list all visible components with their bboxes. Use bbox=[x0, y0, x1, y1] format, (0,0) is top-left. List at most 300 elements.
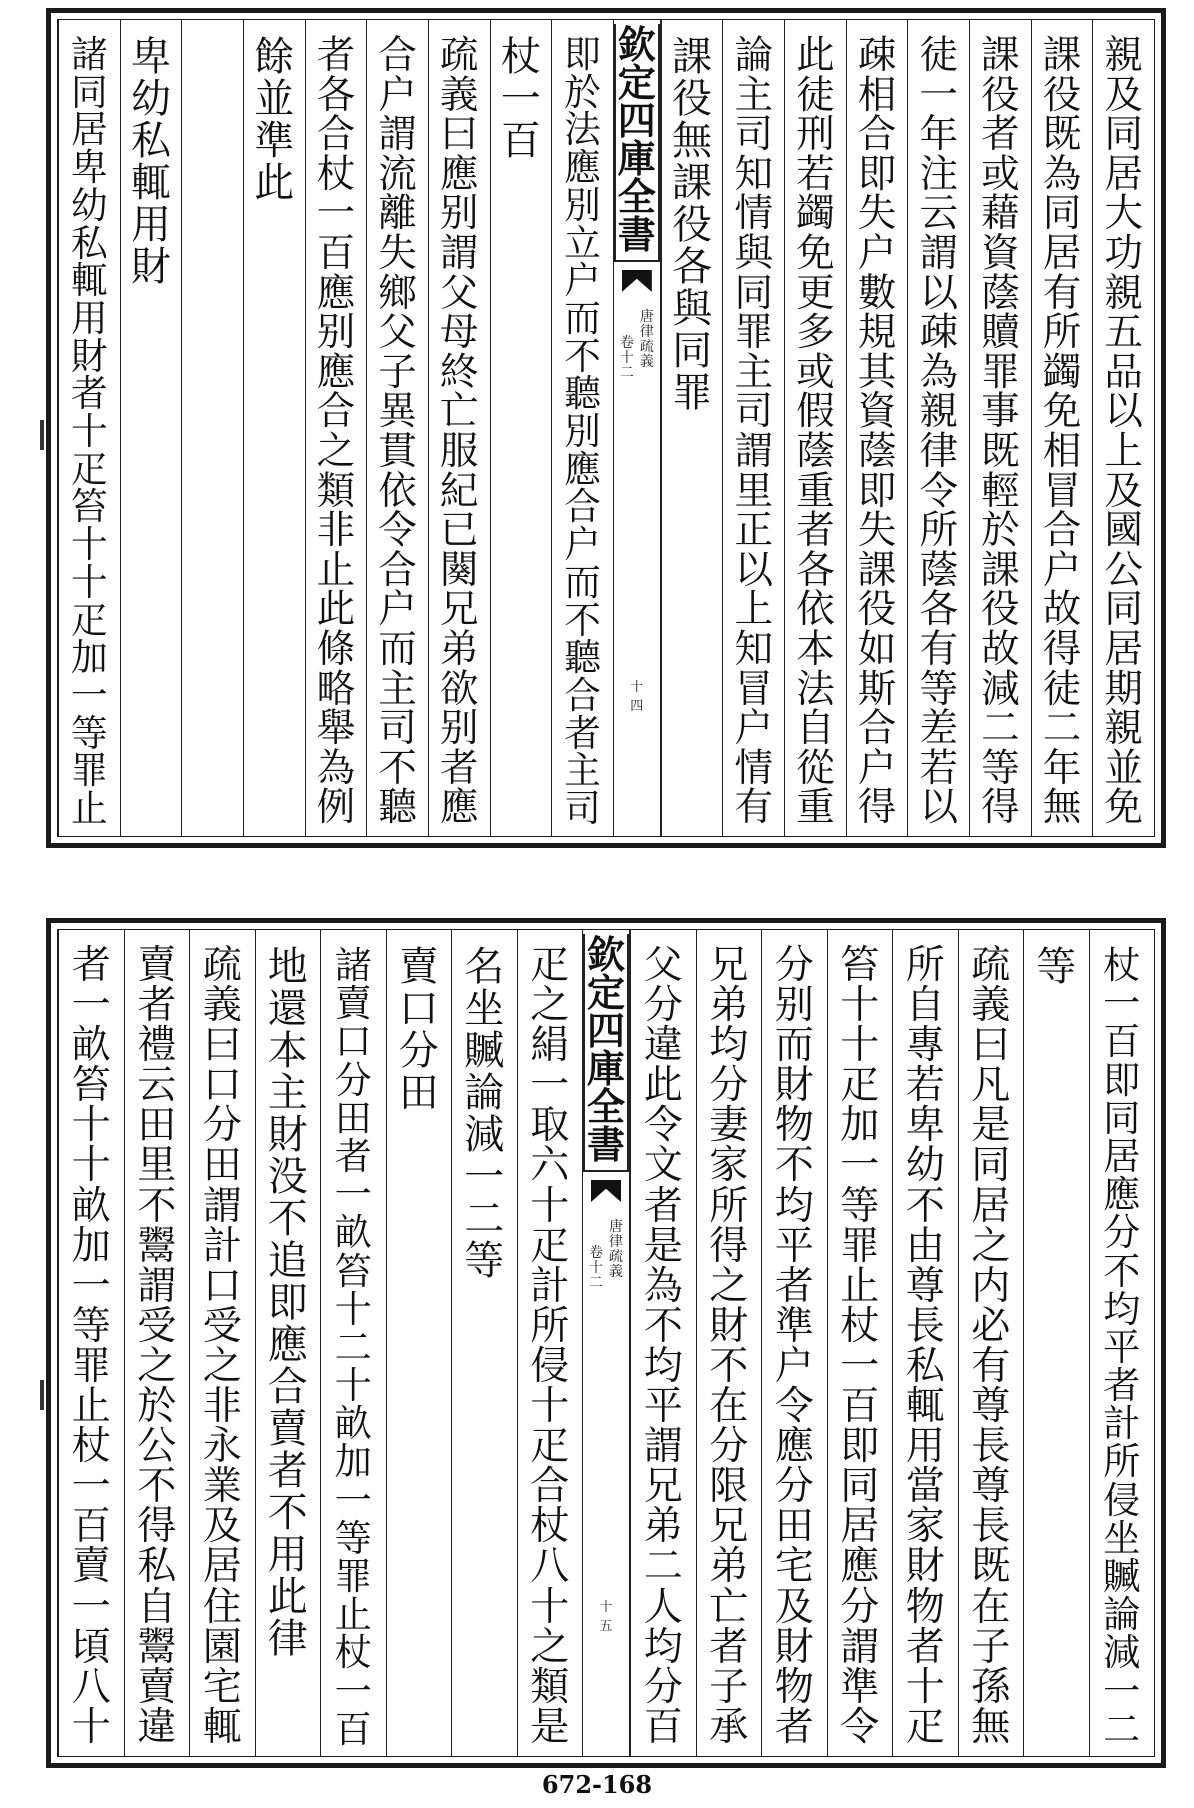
column-char: 異 bbox=[378, 389, 417, 435]
column-char: 之 bbox=[316, 428, 356, 474]
text-column bbox=[784, 20, 846, 836]
column-char: 之 bbox=[971, 1223, 1011, 1269]
column-char: 無 bbox=[672, 118, 713, 164]
column-char: 用 bbox=[267, 1532, 308, 1578]
column-char: 及 bbox=[202, 1504, 242, 1550]
column-char: 為 bbox=[643, 1263, 683, 1309]
column-char: 物 bbox=[905, 1584, 945, 1630]
column-char: 此 bbox=[643, 1063, 683, 1109]
text-column bbox=[428, 20, 490, 836]
column-char: 應 bbox=[564, 447, 601, 491]
column-char: 同 bbox=[1104, 112, 1143, 158]
column-char: 之 bbox=[202, 1343, 242, 1389]
column-char: 還 bbox=[267, 986, 308, 1032]
column-char: 户 bbox=[378, 72, 417, 118]
column-char: 聽 bbox=[564, 372, 601, 416]
column-char: 八 bbox=[71, 1664, 111, 1710]
column-char: 没 bbox=[267, 1154, 308, 1200]
column-char: 弟 bbox=[709, 983, 749, 1029]
column-char: 園 bbox=[202, 1624, 242, 1670]
column-char: 服 bbox=[439, 428, 479, 474]
column-char: 凡 bbox=[971, 1063, 1011, 1109]
column-char: 即 bbox=[857, 468, 897, 514]
column-char: 規 bbox=[857, 310, 897, 356]
column-char: 十 bbox=[905, 1664, 945, 1710]
column-char: 云 bbox=[137, 1063, 177, 1109]
column-char: 免 bbox=[1042, 389, 1082, 435]
text-column bbox=[189, 930, 255, 1756]
column-char: 公 bbox=[137, 1424, 177, 1470]
column-char: 依 bbox=[796, 587, 835, 633]
column-char: 鬻 bbox=[137, 1624, 177, 1670]
text-column bbox=[696, 930, 762, 1756]
column-char: 數 bbox=[857, 270, 897, 316]
column-char: 别 bbox=[316, 310, 356, 356]
column-char: 聽 bbox=[564, 636, 601, 680]
column-char: 二 bbox=[334, 1324, 372, 1369]
column-char: 所 bbox=[709, 1183, 749, 1229]
column-char: 加 bbox=[334, 1439, 372, 1484]
column-char: 而 bbox=[774, 1023, 814, 1069]
column-char: 居 bbox=[971, 1183, 1011, 1229]
text-column bbox=[305, 20, 367, 836]
column-char: 分 bbox=[334, 1057, 372, 1102]
column-char: 在 bbox=[709, 1384, 749, 1430]
column-char: 等 bbox=[71, 1303, 111, 1349]
column-char: 百 bbox=[71, 1504, 111, 1550]
column-char: 限 bbox=[709, 1464, 749, 1510]
column-char: 功 bbox=[1104, 230, 1143, 276]
column-char: 類 bbox=[316, 468, 356, 514]
column-char: 蠲 bbox=[1042, 349, 1082, 395]
column-char: 鬻 bbox=[137, 1223, 177, 1269]
column-char: 物 bbox=[774, 1664, 814, 1710]
column-char: 蠲 bbox=[796, 191, 835, 237]
column-char: 略 bbox=[316, 666, 356, 712]
column-char: 不 bbox=[137, 1183, 177, 1229]
column-char: 頃 bbox=[71, 1624, 111, 1670]
column-char: 財 bbox=[267, 1112, 308, 1158]
column-char: 人 bbox=[643, 1584, 683, 1630]
column-char: 疋 bbox=[70, 598, 108, 642]
column-char: 財 bbox=[70, 334, 108, 378]
column-char: 蔭 bbox=[796, 428, 835, 474]
margin-book-title: 唐 律 疏 義 bbox=[609, 1219, 623, 1280]
column-char: 謂 bbox=[439, 230, 479, 276]
column-char: 各 bbox=[672, 244, 713, 290]
column-char: 百 bbox=[643, 1704, 683, 1750]
column-char: 云 bbox=[919, 191, 959, 237]
text-column bbox=[386, 930, 452, 1756]
column-char: 疋 bbox=[840, 1063, 880, 1109]
column-char: 紀 bbox=[439, 468, 479, 514]
column-char: 者 bbox=[643, 1183, 683, 1229]
text-column bbox=[1023, 930, 1089, 1756]
column-char: 田 bbox=[334, 1095, 372, 1140]
column-char: 若 bbox=[919, 745, 959, 791]
column-char: 此 bbox=[267, 1574, 308, 1620]
column-char: 義 bbox=[202, 983, 242, 1029]
column-char: 别 bbox=[439, 191, 479, 237]
column-char: 賣 bbox=[267, 1406, 308, 1452]
margin-folio: 十 五 bbox=[599, 1600, 613, 1634]
column-char: 等 bbox=[334, 1515, 372, 1560]
column-char: 應 bbox=[439, 785, 479, 831]
column-char: 令 bbox=[840, 1704, 880, 1750]
column-char: 者 bbox=[70, 372, 108, 416]
column-char: 財 bbox=[905, 1544, 945, 1590]
column-char: 公 bbox=[1104, 547, 1143, 593]
column-char: 分 bbox=[643, 1664, 683, 1710]
column-char: 資 bbox=[857, 389, 897, 435]
column-char: 用 bbox=[70, 296, 108, 340]
column-char: 並 bbox=[254, 76, 295, 122]
column-char: 準 bbox=[774, 1303, 814, 1349]
column-char: 二 bbox=[643, 1544, 683, 1590]
column-char: 謂 bbox=[378, 112, 417, 158]
column-char: 及 bbox=[1104, 468, 1143, 514]
column-char: 者 bbox=[267, 1448, 308, 1494]
column-char: 加 bbox=[840, 1103, 880, 1149]
column-char: 是 bbox=[643, 1223, 683, 1269]
column-char: 業 bbox=[202, 1464, 242, 1510]
column-char: 幼 bbox=[70, 183, 108, 227]
column-char: 長 bbox=[971, 1424, 1011, 1470]
column-char: 止 bbox=[334, 1592, 372, 1637]
column-char: 親 bbox=[1104, 706, 1143, 752]
column-char: 既 bbox=[981, 428, 1020, 474]
column-char: 父 bbox=[439, 270, 479, 316]
column-char: 課 bbox=[981, 547, 1020, 593]
column-char: 二 bbox=[981, 706, 1020, 752]
column-char: 母 bbox=[439, 310, 479, 356]
column-char: 分 bbox=[709, 1063, 749, 1109]
column-char: 謂 bbox=[643, 1424, 683, 1470]
column-char: 者 bbox=[774, 1263, 814, 1309]
column-char: 坐 bbox=[464, 986, 505, 1032]
column-char: 應 bbox=[840, 1544, 880, 1590]
column-char: 户 bbox=[1042, 547, 1082, 593]
column-char: 違 bbox=[137, 1704, 177, 1750]
column-char: 十 bbox=[530, 1584, 570, 1630]
text-column bbox=[120, 20, 182, 836]
text-column bbox=[892, 930, 958, 1756]
column-char: 罪 bbox=[71, 1343, 111, 1389]
margin-volume: 卷 十 二 bbox=[589, 1245, 603, 1291]
column-char: 是 bbox=[530, 1704, 570, 1750]
column-char: 計 bbox=[202, 1223, 242, 1269]
bottom-page bbox=[46, 918, 1166, 1768]
column-char: 賣 bbox=[334, 981, 372, 1026]
column-char: 得 bbox=[137, 1504, 177, 1550]
column-char: 等 bbox=[840, 1183, 880, 1229]
column-char: 者 bbox=[137, 983, 177, 1029]
column-char: 法 bbox=[564, 108, 601, 152]
column-char: 曰 bbox=[439, 112, 479, 158]
column-char: 一 bbox=[500, 76, 541, 122]
column-char: 十 bbox=[70, 560, 108, 604]
column-char: 住 bbox=[202, 1584, 242, 1630]
column-char: 上 bbox=[734, 587, 774, 633]
column-char: 尊 bbox=[971, 1384, 1011, 1430]
column-char: 一 bbox=[71, 1464, 111, 1510]
column-char: 曰 bbox=[971, 1023, 1011, 1069]
column-char: 宅 bbox=[774, 1544, 814, 1590]
margin-title-char: 全 bbox=[617, 174, 656, 219]
column-char: 闋 bbox=[439, 547, 479, 593]
column-char: 義 bbox=[439, 72, 479, 118]
column-char: 賣 bbox=[71, 1544, 111, 1590]
column-char: 一 bbox=[840, 1143, 880, 1189]
column-char: 等 bbox=[1036, 944, 1077, 990]
column-char: 加 bbox=[70, 636, 108, 680]
column-char: 是 bbox=[971, 1103, 1011, 1149]
column-char: 疋 bbox=[70, 447, 108, 491]
column-char: 尊 bbox=[971, 1464, 1011, 1510]
column-char: 輒 bbox=[905, 1384, 945, 1430]
margin-title-char: 欽 bbox=[617, 22, 656, 67]
column-char: 不 bbox=[267, 1196, 308, 1242]
column-char: 得 bbox=[1042, 626, 1082, 672]
column-char: 司 bbox=[734, 112, 774, 158]
column-char: 論 bbox=[1103, 1592, 1141, 1637]
column-char: 一 bbox=[840, 1343, 880, 1389]
column-char: 笞 bbox=[840, 943, 880, 988]
column-char: 失 bbox=[857, 508, 897, 554]
column-char: 幼 bbox=[130, 76, 171, 122]
column-char: 合 bbox=[378, 547, 417, 593]
margin-title bbox=[583, 934, 629, 1172]
text-column bbox=[243, 20, 305, 836]
margin-title-char: 書 bbox=[586, 1122, 625, 1167]
column-char: 追 bbox=[267, 1238, 308, 1284]
column-char: 子 bbox=[971, 1624, 1011, 1670]
column-char: 免 bbox=[1104, 785, 1143, 831]
column-char: 百 bbox=[500, 118, 541, 164]
column-char: 父 bbox=[643, 943, 683, 988]
column-char: 減 bbox=[1103, 1630, 1141, 1675]
column-char: 令 bbox=[919, 468, 959, 514]
column-char: 主 bbox=[378, 666, 417, 712]
column-char: 律 bbox=[919, 428, 959, 474]
column-char: 疋 bbox=[530, 1223, 570, 1269]
column-char: 家 bbox=[709, 1143, 749, 1189]
column-char: 不 bbox=[643, 1303, 683, 1349]
column-char: 以 bbox=[734, 547, 774, 593]
column-char: 等 bbox=[70, 711, 108, 755]
column-char: 論 bbox=[464, 1070, 505, 1116]
column-char: 離 bbox=[378, 191, 417, 237]
margin-column bbox=[582, 930, 630, 1756]
column-char: 輕 bbox=[981, 468, 1020, 514]
column-char: 失 bbox=[857, 191, 897, 237]
column-char: 等 bbox=[919, 666, 959, 712]
column-char: 諸 bbox=[70, 33, 108, 76]
column-char: 户 bbox=[564, 523, 601, 567]
column-char: 二 bbox=[464, 1196, 505, 1242]
column-char: 謂 bbox=[137, 1263, 177, 1309]
column-char: 一 bbox=[71, 1584, 111, 1630]
column-char: 事 bbox=[981, 389, 1020, 435]
column-char: 輒 bbox=[130, 160, 171, 206]
column-char: 一 bbox=[71, 983, 111, 1029]
column-char: 徒 bbox=[1042, 666, 1082, 712]
fish-tail-mark bbox=[591, 1180, 621, 1202]
column-char: 里 bbox=[734, 468, 774, 514]
column-char: 與 bbox=[734, 230, 774, 276]
column-char: 者 bbox=[796, 508, 835, 554]
column-char: 卑 bbox=[70, 146, 108, 190]
column-char: 親 bbox=[1104, 270, 1143, 316]
text-column bbox=[181, 20, 243, 836]
column-char: 本 bbox=[796, 626, 835, 672]
column-char: 受 bbox=[137, 1303, 177, 1349]
column-char: 笞 bbox=[334, 1248, 372, 1293]
column-char: 財 bbox=[130, 244, 171, 290]
column-char: 弟 bbox=[643, 1504, 683, 1550]
column-char: 財 bbox=[774, 1063, 814, 1109]
column-char: 蔭 bbox=[857, 428, 897, 474]
column-char: 同 bbox=[1042, 191, 1082, 237]
text-column bbox=[630, 930, 696, 1756]
column-char: 刑 bbox=[796, 112, 835, 158]
column-char: 而 bbox=[564, 296, 601, 340]
column-char: 居 bbox=[1042, 230, 1082, 276]
column-char: 一 bbox=[1103, 981, 1141, 1026]
text-column bbox=[958, 930, 1024, 1756]
column-char: 不 bbox=[137, 1464, 177, 1510]
column-char: 差 bbox=[919, 706, 959, 752]
column-char: 主 bbox=[734, 72, 774, 118]
column-char: 義 bbox=[971, 983, 1011, 1029]
column-char: 者 bbox=[316, 33, 356, 78]
column-char: 妻 bbox=[709, 1103, 749, 1149]
column-char: 罪 bbox=[334, 1554, 372, 1598]
column-char: 名 bbox=[464, 944, 505, 990]
column-char: 分 bbox=[709, 1424, 749, 1470]
column-char: 杖 bbox=[840, 1303, 880, 1349]
column-char: 情 bbox=[734, 191, 774, 237]
column-char: 家 bbox=[905, 1504, 945, 1550]
column-char: 令 bbox=[774, 1384, 814, 1430]
margin-title-char: 定 bbox=[617, 60, 656, 105]
column-char: 笞 bbox=[70, 485, 108, 529]
column-char: 尊 bbox=[905, 1263, 945, 1309]
column-char: 同 bbox=[734, 270, 774, 316]
column-char: 畝 bbox=[334, 1401, 372, 1446]
column-char: 百 bbox=[316, 230, 356, 276]
column-char: 分 bbox=[840, 1584, 880, 1630]
column-char: 平 bbox=[1103, 1324, 1141, 1369]
column-char: 與 bbox=[672, 286, 713, 332]
column-char: 一 bbox=[334, 1477, 372, 1522]
column-char: 應 bbox=[316, 349, 356, 395]
column-char: 自 bbox=[137, 1584, 177, 1630]
column-char: 杖 bbox=[334, 1630, 372, 1675]
text-column bbox=[58, 20, 120, 836]
column-char: 所 bbox=[919, 508, 959, 554]
column-char: 罪 bbox=[734, 310, 774, 356]
column-char: 賣 bbox=[137, 1664, 177, 1710]
column-char: 以 bbox=[1104, 389, 1143, 435]
column-char: 合 bbox=[857, 112, 897, 158]
top-page-frame bbox=[57, 19, 1155, 837]
column-char: 平 bbox=[774, 1223, 814, 1269]
column-char: 財 bbox=[709, 1303, 749, 1349]
column-char: 户 bbox=[774, 1343, 814, 1389]
column-char: 均 bbox=[774, 1183, 814, 1229]
column-char: 財 bbox=[774, 1624, 814, 1670]
column-char: 父 bbox=[378, 310, 417, 356]
column-char: 賣 bbox=[137, 943, 177, 988]
margin-folio: 十 四 bbox=[630, 680, 644, 714]
column-char: 為 bbox=[316, 745, 356, 791]
column-char: 欲 bbox=[439, 666, 479, 712]
column-char: 百 bbox=[334, 1706, 372, 1751]
text-column bbox=[907, 20, 969, 836]
column-char: 司 bbox=[734, 389, 774, 435]
column-char: 畝 bbox=[71, 1183, 111, 1229]
column-char: 所 bbox=[1103, 1439, 1141, 1484]
column-char: 别 bbox=[439, 706, 479, 752]
column-char: 已 bbox=[439, 508, 479, 554]
column-char: 贓 bbox=[464, 1028, 505, 1074]
column-char: 兄 bbox=[709, 1504, 749, 1550]
column-char: 不 bbox=[1103, 1248, 1141, 1293]
column-char: 疎 bbox=[857, 33, 897, 78]
column-char: 罪 bbox=[70, 749, 108, 793]
column-char: 合 bbox=[316, 112, 356, 158]
column-char: 合 bbox=[857, 706, 897, 752]
column-char: 此 bbox=[254, 160, 295, 206]
column-char: 並 bbox=[1104, 745, 1143, 791]
column-char: 得 bbox=[857, 785, 897, 831]
column-char: 役 bbox=[672, 202, 713, 248]
column-char: 永 bbox=[202, 1424, 242, 1470]
column-char: 杖 bbox=[530, 1504, 570, 1550]
column-char: 更 bbox=[796, 270, 835, 316]
top-page bbox=[46, 8, 1166, 848]
column-char: 賣 bbox=[398, 944, 439, 990]
column-char: 應 bbox=[267, 1322, 308, 1368]
column-char: 者 bbox=[981, 112, 1020, 158]
column-char: 得 bbox=[981, 785, 1020, 831]
column-char: 論 bbox=[734, 33, 774, 78]
column-char: 斯 bbox=[857, 666, 897, 712]
column-char: 不 bbox=[709, 1343, 749, 1389]
column-char: 為 bbox=[919, 349, 959, 395]
column-char: 國 bbox=[1104, 508, 1143, 554]
column-char: 一 bbox=[1103, 1668, 1141, 1713]
column-char: 文 bbox=[643, 1143, 683, 1189]
column-char: 亡 bbox=[439, 389, 479, 435]
margin-title-char: 四 bbox=[617, 98, 656, 143]
column-char: 田 bbox=[398, 1070, 439, 1116]
column-char: 失 bbox=[378, 230, 417, 276]
column-char: 終 bbox=[439, 349, 479, 395]
text-column bbox=[1092, 20, 1154, 836]
column-char: 多 bbox=[796, 310, 835, 356]
column-char: 資 bbox=[981, 230, 1020, 276]
column-char: 違 bbox=[643, 1023, 683, 1069]
column-char: 别 bbox=[774, 983, 814, 1029]
column-char: 從 bbox=[796, 745, 835, 791]
column-char: 杖 bbox=[316, 151, 356, 197]
column-char: 注 bbox=[919, 151, 959, 197]
column-char: 所 bbox=[905, 943, 945, 988]
column-char: 即 bbox=[564, 33, 601, 76]
column-char: 及 bbox=[1104, 72, 1143, 118]
